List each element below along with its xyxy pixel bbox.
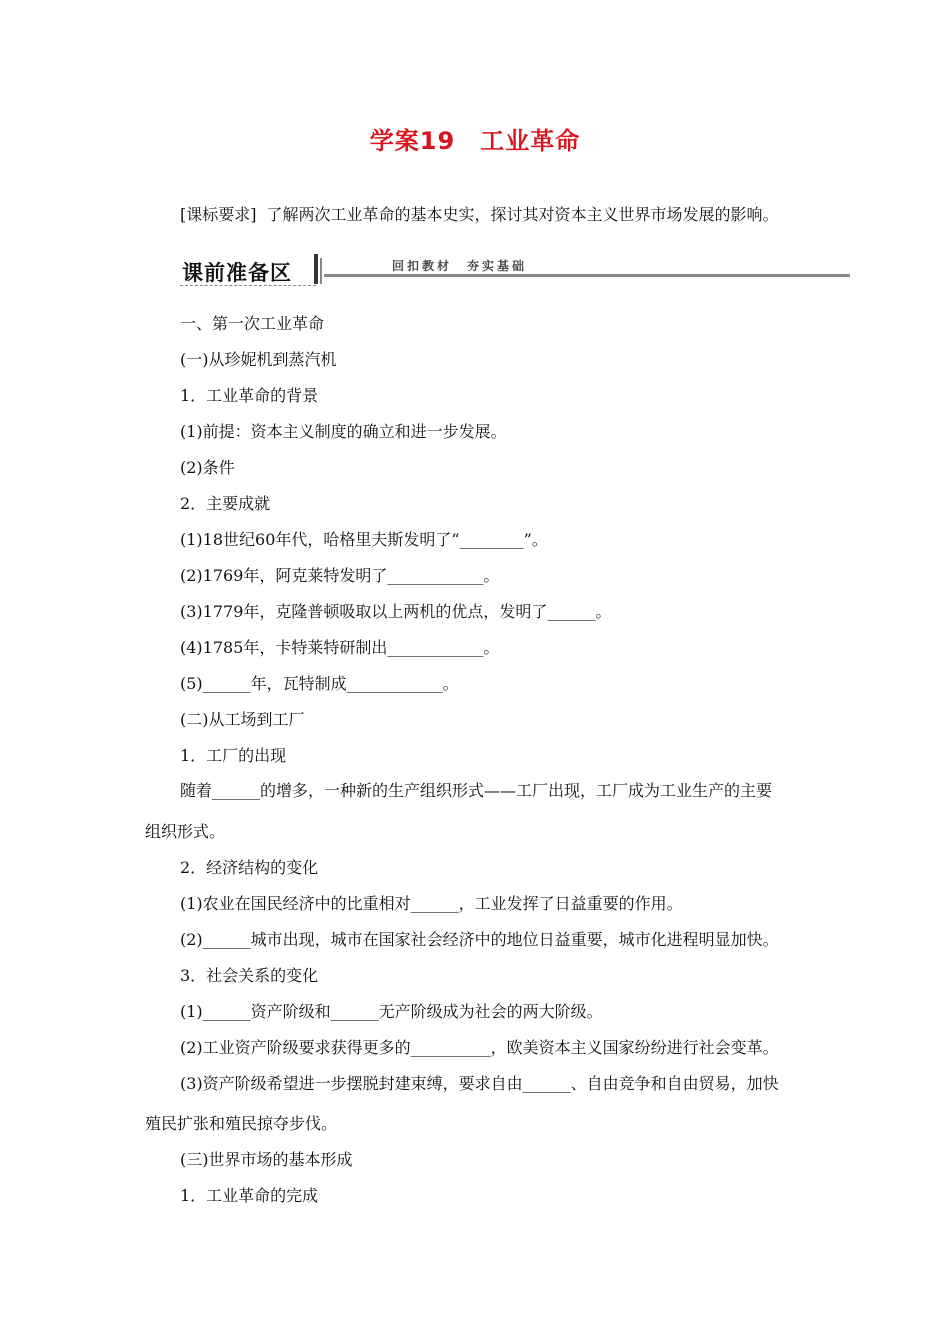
text-line: (1)前提：资本主义制度的确立和进一步发展。: [180, 422, 507, 441]
text-line: 3．社会关系的变化: [180, 966, 319, 985]
text-line: (2)工业资产阶级要求获得更多的__________，欧美资本主义国家纷纷进行社会变革。: [180, 1038, 779, 1057]
text-line: 随着______的增多，一种新的生产组织形式——工厂出现，工厂成为工业生产的主要: [180, 781, 773, 800]
banner-divider: [314, 254, 318, 284]
text-line: 2．经济结构的变化: [180, 858, 319, 877]
text-line: 1．工业革命的背景: [180, 386, 319, 405]
page-title: 学案19 工业革命: [369, 127, 581, 155]
banner-title: 课前准备区: [182, 261, 292, 285]
text-line: (2)1769年，阿克莱特发明了____________。: [180, 566, 500, 585]
curriculum-requirement: [180, 202, 779, 225]
text-line: 1．工业革命的完成: [180, 1186, 319, 1205]
text-line: (1)18世纪60年代，哈格里夫斯发明了“________”。: [180, 530, 548, 549]
text-line: 殖民扩张和殖民掠夺步伐。: [145, 1114, 338, 1133]
banner-rule: [324, 274, 850, 277]
requirement-text: 了解两次工业革命的基本史实，探讨其对资本主义世界市场发展的影响。: [266, 205, 779, 224]
text-line: (2)条件: [180, 458, 235, 477]
text-line: (二)从工场到工厂: [180, 710, 305, 729]
text-line: (5)______年，瓦特制成____________。: [180, 674, 459, 693]
requirement-tag: [课标要求]: [180, 205, 257, 224]
text-line: 组织形式。: [145, 822, 226, 841]
text-line: (三)世界市场的基本形成: [180, 1150, 353, 1169]
section-banner: [180, 254, 850, 288]
text-line: 1．工厂的出现: [180, 746, 287, 765]
text-line: 一、第一次工业革命: [180, 314, 325, 333]
text-line: (1)______资产阶级和______无产阶级成为社会的两大阶级。: [180, 1002, 603, 1021]
text-line: (1)农业在国民经济中的比重相对______，工业发挥了日益重要的作用。: [180, 894, 683, 913]
text-line: (3)1779年，克隆普顿吸取以上两机的优点，发明了______。: [180, 602, 612, 621]
banner-divider-thin: [320, 258, 322, 284]
text-line: (一)从珍妮机到蒸汽机: [180, 350, 337, 369]
text-line: 2．主要成就: [180, 494, 271, 513]
text-line: (2)______城市出现，城市在国家社会经济中的地位日益重要，城市化进程明显加快。: [180, 930, 779, 949]
banner-dashed-underline: [180, 285, 316, 286]
banner-subtitle: 回扣教材 夯实基础: [392, 259, 528, 273]
text-line: (4)1785年，卡特莱特研制出____________。: [180, 638, 500, 657]
text-line: (3)资产阶级希望进一步摆脱封建束缚，要求自由______、自由竞争和自由贸易，加快: [180, 1074, 779, 1093]
